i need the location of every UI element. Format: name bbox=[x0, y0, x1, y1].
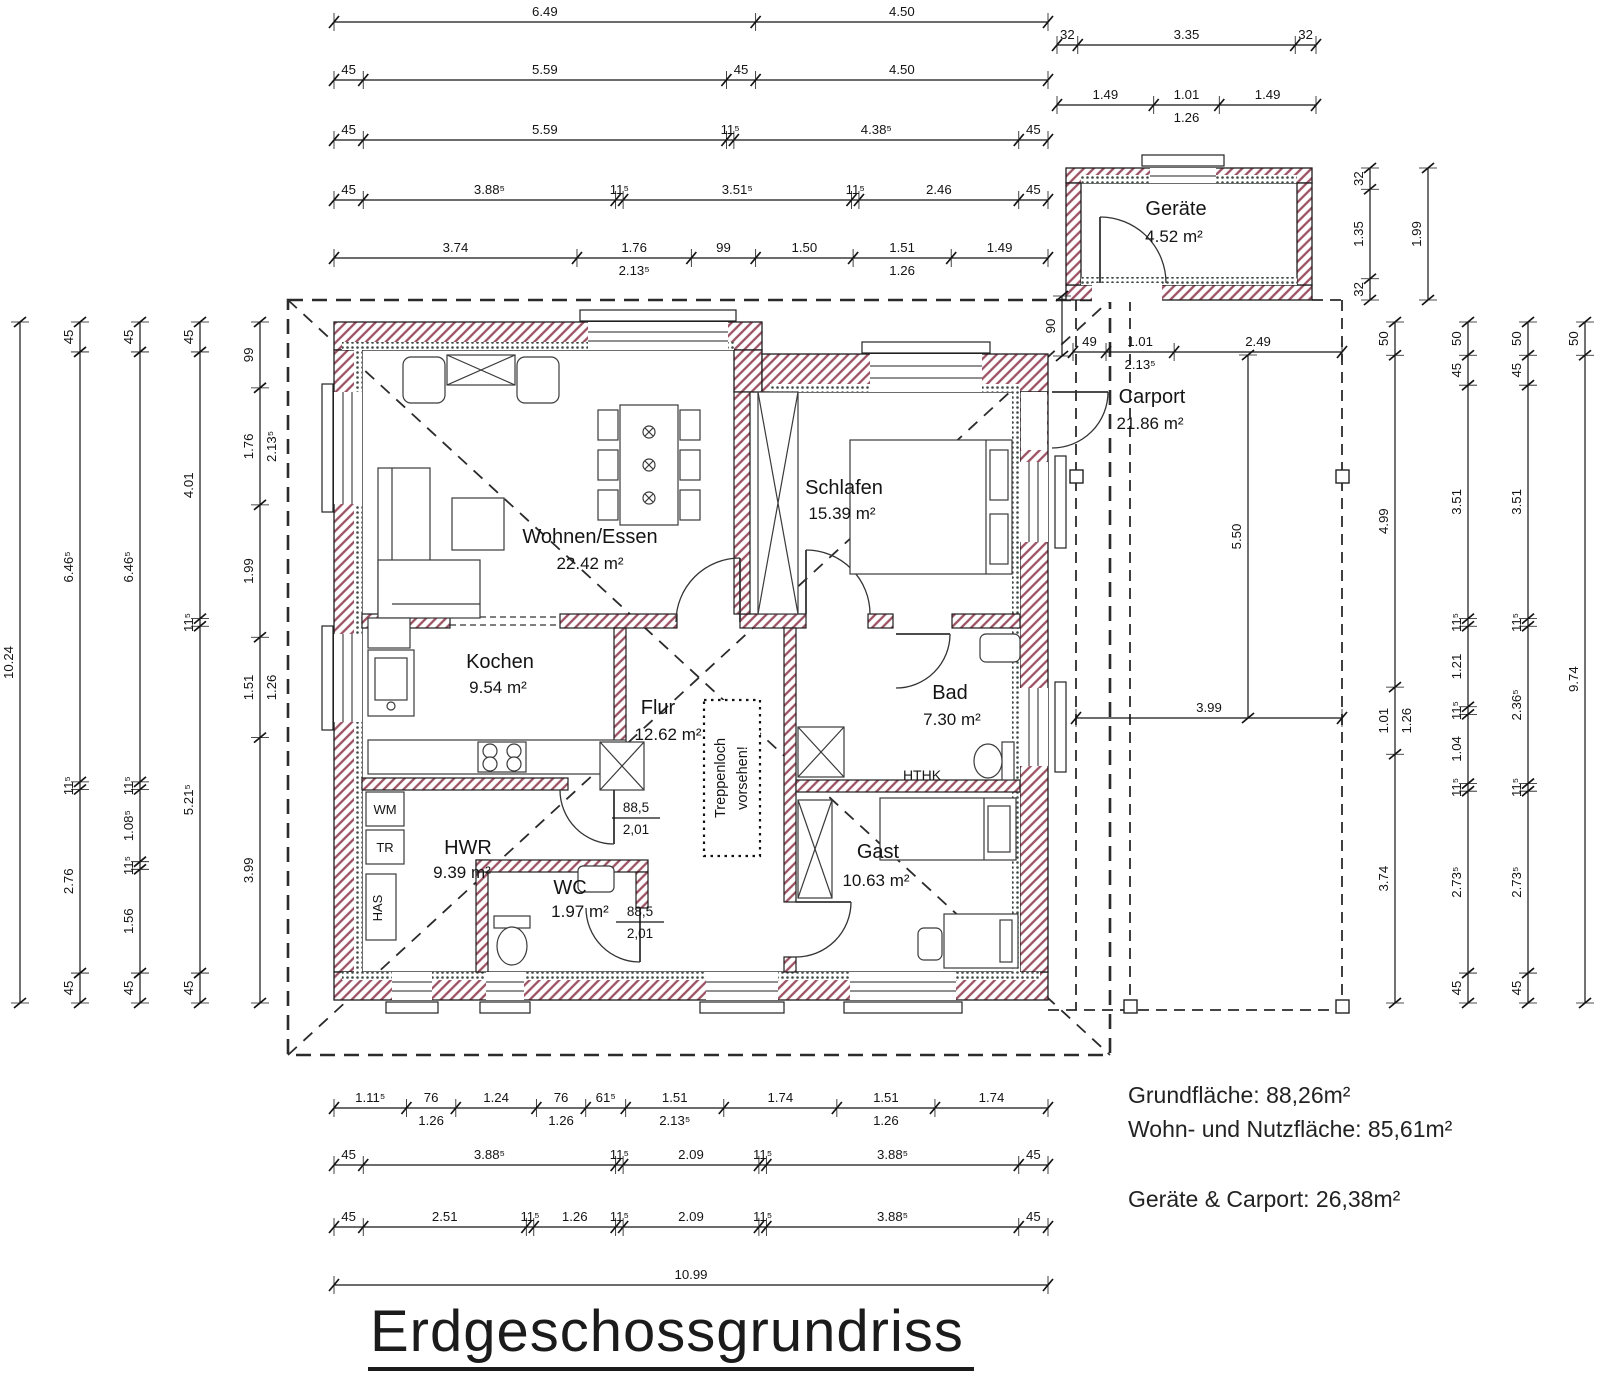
dim-value: 3.88⁵ bbox=[876, 1147, 909, 1162]
dim-value: 3.51 bbox=[1509, 489, 1524, 515]
dim-value: 45 bbox=[733, 62, 749, 77]
door-width: 88,5 bbox=[622, 800, 650, 815]
dim-subvalue: 1.26 bbox=[873, 1113, 899, 1128]
dim-value: 32 bbox=[1351, 171, 1366, 186]
annotation-treppenloch-1: Treppenloch bbox=[713, 737, 729, 819]
carport-outline bbox=[1048, 300, 1342, 1010]
window-geraete-north bbox=[1142, 155, 1224, 183]
room-area: 12.62 m² bbox=[634, 725, 702, 744]
dim-value: 1.74 bbox=[767, 1090, 794, 1105]
dim-value: 11⁵ bbox=[720, 122, 740, 137]
dim-value: 45 bbox=[341, 122, 356, 137]
room-area: 21.86 m² bbox=[1116, 414, 1184, 433]
room-name: Kochen bbox=[466, 651, 534, 673]
dim-value: 1.49 bbox=[1254, 87, 1281, 102]
summary-wohnflaeche: Wohn- und Nutzfläche: 85,61m² bbox=[1128, 1116, 1453, 1142]
dim-chain-bottom-3 bbox=[329, 1209, 1053, 1236]
window-east-schlafen bbox=[1020, 456, 1066, 548]
dim-chain-left-5 bbox=[241, 317, 279, 1008]
dim-chain-geraete-top-1 bbox=[1052, 27, 1321, 54]
annotation-tr: TR bbox=[376, 840, 394, 855]
dim-chain-carport-width bbox=[1071, 700, 1347, 727]
dim-value: 6.49 bbox=[531, 4, 558, 19]
dim-value: 2.73⁵ bbox=[1449, 866, 1464, 898]
summary-grundflaeche: Grundfläche: 88,26m² bbox=[1128, 1082, 1351, 1108]
dim-value: 1.51 bbox=[661, 1090, 688, 1105]
door-bad bbox=[896, 634, 950, 688]
gast-desk bbox=[918, 914, 1018, 968]
dim-value: 2.46 bbox=[926, 182, 952, 197]
dim-chain-bottom-2 bbox=[329, 1147, 1053, 1174]
dim-value: 45 bbox=[121, 980, 136, 996]
dim-subvalue: 2.13⁵ bbox=[1124, 357, 1156, 372]
dim-value: 6.46⁵ bbox=[61, 551, 76, 583]
window-south-hwr-2 bbox=[480, 972, 530, 1013]
dim-value: 1.01 bbox=[1127, 334, 1153, 349]
annotation-hthk: HTHK bbox=[902, 767, 942, 783]
dim-value: 32 bbox=[1060, 27, 1075, 42]
dim-value: 76 bbox=[553, 1090, 569, 1105]
dim-value: 2.09 bbox=[678, 1147, 704, 1162]
room-area: 9.39 m² bbox=[433, 863, 491, 882]
dim-chain-right-1 bbox=[1376, 317, 1414, 1008]
dim-chain-right-2 bbox=[1449, 317, 1477, 1008]
dim-value: 45 bbox=[1026, 122, 1041, 137]
room-name: Gast bbox=[856, 841, 900, 863]
dim-value: 3.99 bbox=[1196, 700, 1222, 715]
dim-value: 3.99 bbox=[241, 857, 256, 884]
window-south-hwr-1 bbox=[386, 972, 438, 1013]
dim-chain-bottom-4 bbox=[329, 1267, 1053, 1294]
room-label-wohnen-essen bbox=[522, 526, 657, 573]
dim-chain-geraete-right-1 bbox=[1351, 163, 1379, 305]
shower bbox=[798, 727, 844, 777]
room-area: 4.52 m² bbox=[1145, 227, 1203, 246]
dim-subvalue: 1.26 bbox=[548, 1113, 574, 1128]
room-area: 10.63 m² bbox=[842, 871, 910, 890]
dim-value: 11⁵ bbox=[1449, 777, 1464, 797]
area-summary bbox=[1128, 1078, 1452, 1216]
dim-chain-top-2 bbox=[329, 62, 1053, 89]
dim-value: 90 bbox=[1043, 318, 1058, 334]
dim-value: 2.76 bbox=[61, 868, 76, 895]
door-wohnen bbox=[676, 558, 740, 622]
dim-value: 1.51 bbox=[889, 240, 915, 255]
dim-value: 1.49 bbox=[1092, 87, 1119, 102]
door-size-door-wc bbox=[616, 904, 664, 941]
window-west-wohnen bbox=[322, 384, 362, 512]
dim-value: 45 bbox=[61, 329, 76, 345]
dim-value: 11⁵ bbox=[121, 855, 136, 876]
door-height: 2,01 bbox=[622, 822, 650, 837]
dim-value: 50 bbox=[1449, 331, 1464, 346]
dim-value: 45 bbox=[181, 329, 196, 345]
dim-value: 3.88⁵ bbox=[473, 1147, 506, 1162]
dim-value: 2.51 bbox=[431, 1209, 458, 1224]
dim-value: 32 bbox=[1298, 27, 1313, 42]
room-label-flur bbox=[634, 697, 701, 744]
dim-value: 1.49 bbox=[986, 240, 1013, 255]
dim-value: 11⁵ bbox=[61, 776, 76, 796]
dim-subvalue: 2.13⁵ bbox=[264, 430, 279, 462]
dim-subvalue: 1.26 bbox=[889, 263, 915, 278]
dim-value: 3.74 bbox=[442, 240, 469, 255]
window-north-schlafen bbox=[862, 342, 990, 392]
dim-value: 3.35 bbox=[1173, 27, 1200, 42]
dim-value: 45 bbox=[341, 1147, 356, 1162]
dim-value: 1.21 bbox=[1449, 653, 1464, 680]
dim-value: 1.35 bbox=[1351, 221, 1366, 247]
dim-chain-bottom-1 bbox=[329, 1090, 1053, 1128]
dim-value: 2.73⁵ bbox=[1509, 866, 1524, 898]
dim-value: 45 bbox=[341, 182, 356, 197]
summary-geraete-carport: Geräte & Carport: 26,38m² bbox=[1128, 1186, 1401, 1212]
geraete-door-opening bbox=[1092, 283, 1162, 302]
dim-value: 11⁵ bbox=[1449, 700, 1464, 721]
flur-shaft bbox=[600, 742, 644, 790]
room-area: 22.42 m² bbox=[556, 554, 624, 573]
room-name: Bad bbox=[932, 682, 968, 704]
dim-value: 45 bbox=[61, 980, 76, 996]
room-name: Flur bbox=[640, 697, 676, 719]
door-entrance bbox=[1052, 392, 1108, 448]
window-north-wohnen bbox=[580, 310, 736, 350]
armchairs-sideboard bbox=[403, 355, 559, 403]
dim-value: 4.01 bbox=[181, 472, 196, 499]
dim-subvalue: 1.26 bbox=[418, 1113, 444, 1128]
dim-value: 11⁵ bbox=[609, 1209, 629, 1224]
dim-value: 1.01 bbox=[1173, 87, 1200, 102]
room-area: 9.54 m² bbox=[469, 678, 527, 697]
carport-posts bbox=[1070, 470, 1349, 1013]
dim-value: 45 bbox=[181, 980, 196, 996]
dim-value: 11⁵ bbox=[753, 1147, 773, 1162]
room-name: WC bbox=[553, 877, 587, 899]
room-area: 7.30 m² bbox=[923, 710, 981, 729]
dim-value: 3.88⁵ bbox=[473, 182, 506, 197]
dim-chain-left-2 bbox=[61, 317, 89, 1008]
window-south-gast bbox=[844, 972, 962, 1013]
dim-chain-left-3 bbox=[121, 317, 149, 1008]
dim-value: 45 bbox=[341, 1209, 356, 1224]
dim-chain-left-1 bbox=[1, 317, 29, 1008]
dim-value: 10.24 bbox=[1, 645, 16, 680]
window-west-kochen bbox=[322, 626, 362, 730]
dim-value: 3.74 bbox=[1376, 865, 1391, 892]
door-size-door-hwr bbox=[612, 800, 660, 837]
dim-value: 1.50 bbox=[791, 240, 818, 255]
dim-value: 11⁵ bbox=[609, 1147, 629, 1162]
dim-chain-top-4 bbox=[329, 182, 1053, 209]
plan-title: Erdgeschossgrundriss bbox=[368, 1298, 974, 1371]
dim-value: 50 bbox=[1566, 331, 1581, 346]
bad-fixtures bbox=[798, 634, 1020, 780]
dim-value: 61⁵ bbox=[595, 1090, 616, 1105]
dim-value: 4.38⁵ bbox=[860, 122, 892, 137]
dim-value: 3.51 bbox=[1449, 489, 1464, 515]
dim-chain-right-4 bbox=[1566, 317, 1594, 1008]
dim-chain-top-3 bbox=[329, 122, 1053, 149]
dim-value: 1.51 bbox=[241, 674, 256, 701]
dim-value: 4.50 bbox=[888, 4, 915, 19]
dim-value: 1.99 bbox=[241, 558, 256, 584]
room-area: 1.97 m² bbox=[551, 902, 609, 921]
annotation-treppenloch-2: vorsehen! bbox=[735, 746, 751, 810]
door-width: 88,5 bbox=[626, 904, 654, 919]
dim-value: 45 bbox=[1449, 980, 1464, 996]
dim-value: 2.49 bbox=[1245, 334, 1271, 349]
dim-value: 1.74 bbox=[978, 1090, 1005, 1105]
annotation-wm: WM bbox=[373, 802, 397, 817]
window-east-bad bbox=[1020, 682, 1066, 772]
dim-value: 1.51 bbox=[873, 1090, 899, 1105]
dim-value: 1.76 bbox=[621, 240, 647, 255]
dim-value: 1.04 bbox=[1449, 736, 1464, 762]
dim-value: 4.99 bbox=[1376, 508, 1391, 535]
schlafen-wardrobe bbox=[758, 392, 798, 614]
gast-bed bbox=[880, 798, 1016, 860]
dim-chain-geraete-top-2 bbox=[1052, 87, 1321, 125]
dim-value: 1.11⁵ bbox=[355, 1090, 386, 1105]
dim-chain-left-4 bbox=[181, 317, 209, 1008]
dim-chain-right-3 bbox=[1509, 317, 1537, 1008]
dim-value: 11⁵ bbox=[845, 182, 865, 197]
door-height: 2,01 bbox=[626, 926, 654, 941]
dining-table bbox=[598, 405, 700, 525]
dim-value: 1.56 bbox=[121, 908, 136, 935]
dim-chain-offset-90 bbox=[1043, 291, 1071, 361]
dim-value: 10.99 bbox=[674, 1267, 708, 1282]
dim-value: 50 bbox=[1376, 331, 1391, 346]
dim-value: 4.50 bbox=[888, 62, 915, 77]
room-name: Schlafen bbox=[805, 477, 883, 499]
dim-subvalue: 2.13⁵ bbox=[618, 263, 650, 278]
dim-value: 2.09 bbox=[678, 1209, 704, 1224]
dim-value: 99 bbox=[716, 240, 731, 255]
dim-value: 2.36⁵ bbox=[1509, 689, 1524, 721]
dim-chain-geraete-right-2 bbox=[1409, 163, 1437, 305]
dim-subvalue: 1.26 bbox=[1399, 707, 1414, 734]
room-name: HWR bbox=[444, 837, 492, 859]
dim-value: 45 bbox=[1509, 362, 1524, 378]
dim-value: 45 bbox=[1026, 182, 1041, 197]
dim-value: 5.50 bbox=[1229, 523, 1244, 550]
dim-value: 5.59 bbox=[531, 62, 558, 77]
dim-value: 11⁵ bbox=[609, 182, 629, 197]
dim-subvalue: 1.26 bbox=[264, 674, 279, 701]
dim-chain-top-5 bbox=[329, 240, 1053, 278]
dim-value: 11⁵ bbox=[181, 612, 196, 633]
dim-value: 11⁵ bbox=[1509, 777, 1524, 797]
room-label-kochen bbox=[466, 651, 534, 697]
door-gast bbox=[796, 902, 851, 957]
room-label-carport bbox=[1116, 386, 1185, 433]
dim-value: 11⁵ bbox=[753, 1209, 773, 1224]
dim-value: 49 bbox=[1082, 334, 1097, 349]
entrance-opening bbox=[1021, 392, 1047, 450]
dim-value: 45 bbox=[341, 62, 356, 77]
dim-value: 1.01 bbox=[1376, 707, 1391, 734]
dim-value: 45 bbox=[1026, 1147, 1041, 1162]
dim-value: 3.51⁵ bbox=[721, 182, 753, 197]
dim-value: 1.76 bbox=[241, 433, 256, 460]
dim-value: 45 bbox=[1026, 1209, 1041, 1224]
annotation-has: HAS bbox=[370, 894, 385, 922]
dim-value: 45 bbox=[1449, 362, 1464, 378]
window-south-lobby bbox=[700, 972, 784, 1013]
dim-value: 99 bbox=[241, 347, 256, 363]
dim-value: 6.46⁵ bbox=[121, 551, 136, 583]
room-label-geraete bbox=[1145, 198, 1206, 246]
room-area: 15.39 m² bbox=[808, 504, 876, 523]
room-name: Geräte bbox=[1145, 198, 1207, 220]
dim-value: 50 bbox=[1509, 331, 1524, 346]
gast-wardrobe bbox=[798, 800, 832, 898]
coffee-table bbox=[452, 498, 504, 550]
dim-value: 32 bbox=[1351, 282, 1366, 297]
dim-value: 11⁵ bbox=[1449, 612, 1464, 633]
dim-value: 1.24 bbox=[483, 1090, 509, 1105]
dim-value: 11⁵ bbox=[520, 1209, 540, 1224]
dim-value: 76 bbox=[423, 1090, 439, 1105]
dim-value: 5.59 bbox=[531, 122, 558, 137]
dim-value: 45 bbox=[121, 329, 136, 345]
dim-chain-carport-height bbox=[1229, 350, 1257, 723]
dim-value: 1.08⁵ bbox=[121, 810, 136, 842]
dim-value: 11⁵ bbox=[121, 776, 136, 796]
dim-value: 45 bbox=[1509, 980, 1524, 996]
room-label-bad bbox=[923, 682, 981, 729]
dim-value: 5.21⁵ bbox=[181, 784, 196, 816]
dim-value: 3.88⁵ bbox=[876, 1209, 909, 1224]
room-name: Wohnen/Essen bbox=[522, 526, 658, 548]
dim-subvalue: 2.13⁵ bbox=[659, 1113, 691, 1128]
dim-value: 11⁵ bbox=[1509, 612, 1524, 633]
dim-subvalue: 1.26 bbox=[1173, 110, 1200, 125]
room-name: Carport bbox=[1118, 386, 1186, 408]
dim-value: 9.74 bbox=[1566, 666, 1581, 692]
dim-chain-top-1 bbox=[329, 4, 1053, 31]
dim-value: 1.26 bbox=[561, 1209, 588, 1224]
dim-value: 1.99 bbox=[1409, 221, 1424, 247]
